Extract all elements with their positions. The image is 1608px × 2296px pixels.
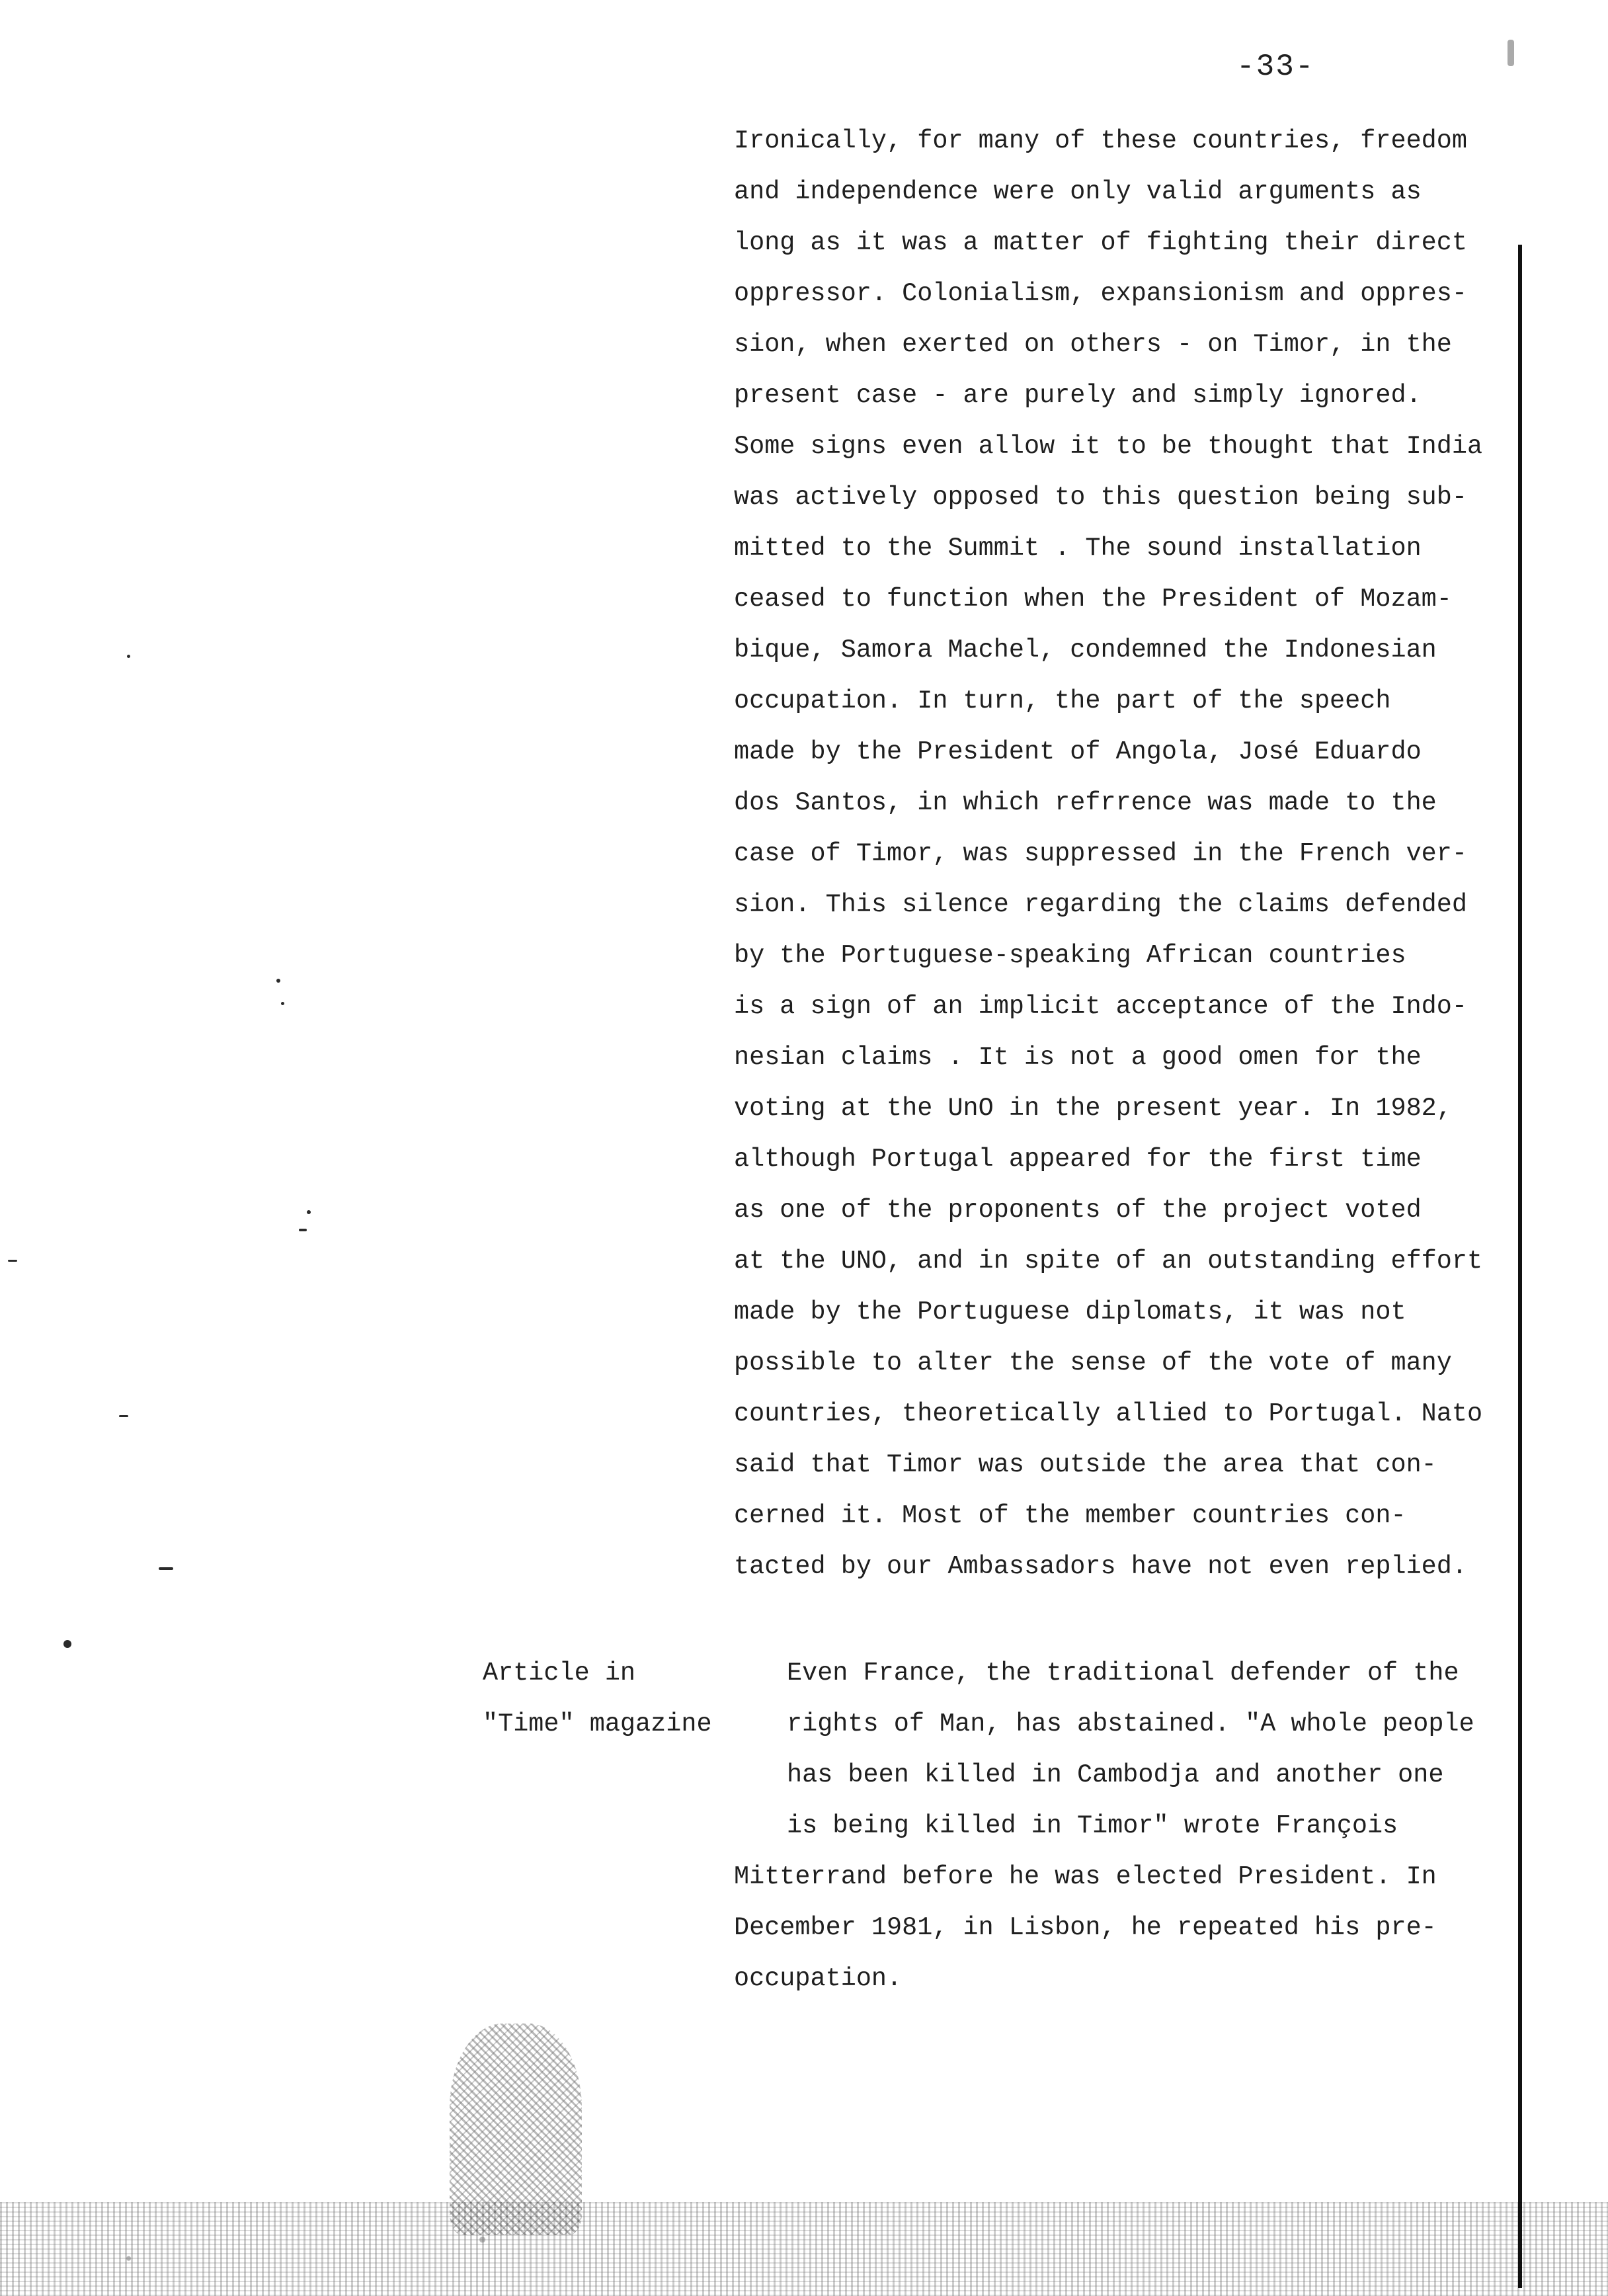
scan-speckle: [299, 1229, 307, 1231]
scan-speckle: [8, 1260, 17, 1262]
scan-speckle: [276, 979, 280, 983]
text-line: Ironically, for many of these countries, freedom: [734, 126, 1467, 155]
text-line: Even France, the traditional defender of the: [787, 1659, 1459, 1688]
text-line: voting at the UnO in the present year. In 1982,: [734, 1094, 1452, 1123]
scan-speckle: [63, 1640, 71, 1648]
scan-speckle: [119, 1415, 128, 1417]
text-line: is being killed in Timor" wrote François: [787, 1811, 1398, 1840]
text-line: Some signs even allow it to be thought that India: [734, 432, 1483, 461]
scan-speckle: [127, 655, 130, 658]
text-line: ceased to function when the President of Mozam-: [734, 585, 1452, 614]
text-line: dos Santos, in which refrrence was made to the: [734, 788, 1437, 817]
text-line: mitted to the Summit . The sound installation: [734, 534, 1422, 563]
text-line: by the Portuguese-speaking African countries: [734, 941, 1406, 970]
text-line: long as it was a matter of fighting their direct: [734, 228, 1467, 257]
text-line: Mitterrand before he was elected President. In: [734, 1862, 1437, 1891]
scan-noise-band: [0, 2202, 1608, 2296]
text-line: December 1981, in Lisbon, he repeated his pre-: [734, 1913, 1437, 1942]
scan-speckle: [307, 1210, 311, 1214]
text-line: as one of the proponents of the project voted: [734, 1196, 1422, 1225]
margin-note: [483, 1648, 712, 1750]
margin-note-line: "Time" magazine: [483, 1709, 712, 1739]
text-line: rights of Man, has abstained. "A whole people: [787, 1709, 1474, 1739]
text-line: present case - are purely and simply ignored.: [734, 381, 1422, 410]
text-line: at the UNO, and in spite of an outstanding effort: [734, 1247, 1483, 1276]
text-line: case of Timor, was suppressed in the French ver-: [734, 839, 1467, 868]
text-line: oppressor. Colonialism, expansionism and oppres-: [734, 279, 1467, 308]
text-line: possible to alter the sense of the vote of many: [734, 1348, 1452, 1377]
text-line: bique, Samora Machel, condemned the Indonesian: [734, 636, 1437, 665]
text-line: tacted by our Ambassadors have not even replied.: [734, 1552, 1467, 1581]
text-line: is a sign of an implicit acceptance of the Indo-: [734, 992, 1467, 1021]
text-line: has been killed in Cambodja and another one: [787, 1760, 1444, 1789]
margin-note-line: Article in: [483, 1659, 636, 1688]
text-line: sion. This silence regarding the claims defended: [734, 890, 1467, 919]
scan-edge-shadow: [1518, 245, 1522, 2288]
text-line: countries, theoretically allied to Portugal. Nato: [734, 1399, 1483, 1428]
text-line: was actively opposed to this question being sub-: [734, 483, 1467, 512]
text-line: occupation.: [734, 1964, 903, 1993]
text-line: although Portugal appeared for the first time: [734, 1145, 1422, 1174]
text-line: said that Timor was outside the area that con-: [734, 1450, 1437, 1479]
text-line: made by the Portuguese diplomats, it was not: [734, 1297, 1406, 1327]
scan-speckle: [281, 1002, 284, 1005]
paragraph-1: [734, 116, 1560, 1592]
paragraph-2: [734, 1648, 1560, 2004]
text-line: made by the President of Angola, José Eduardo: [734, 737, 1422, 766]
text-line: nesian claims . It is not a good omen for the: [734, 1043, 1422, 1072]
text-line: and independence were only valid arguments as: [734, 177, 1422, 206]
text-line: cerned it. Most of the member countries con-: [734, 1501, 1406, 1530]
page-number: -33-: [1236, 50, 1315, 84]
text-line: sion, when exerted on others - on Timor, in the: [734, 330, 1452, 359]
scan-speckle: [159, 1567, 173, 1570]
scan-speckle: [1508, 40, 1514, 66]
text-line: occupation. In turn, the part of the speech: [734, 686, 1391, 716]
